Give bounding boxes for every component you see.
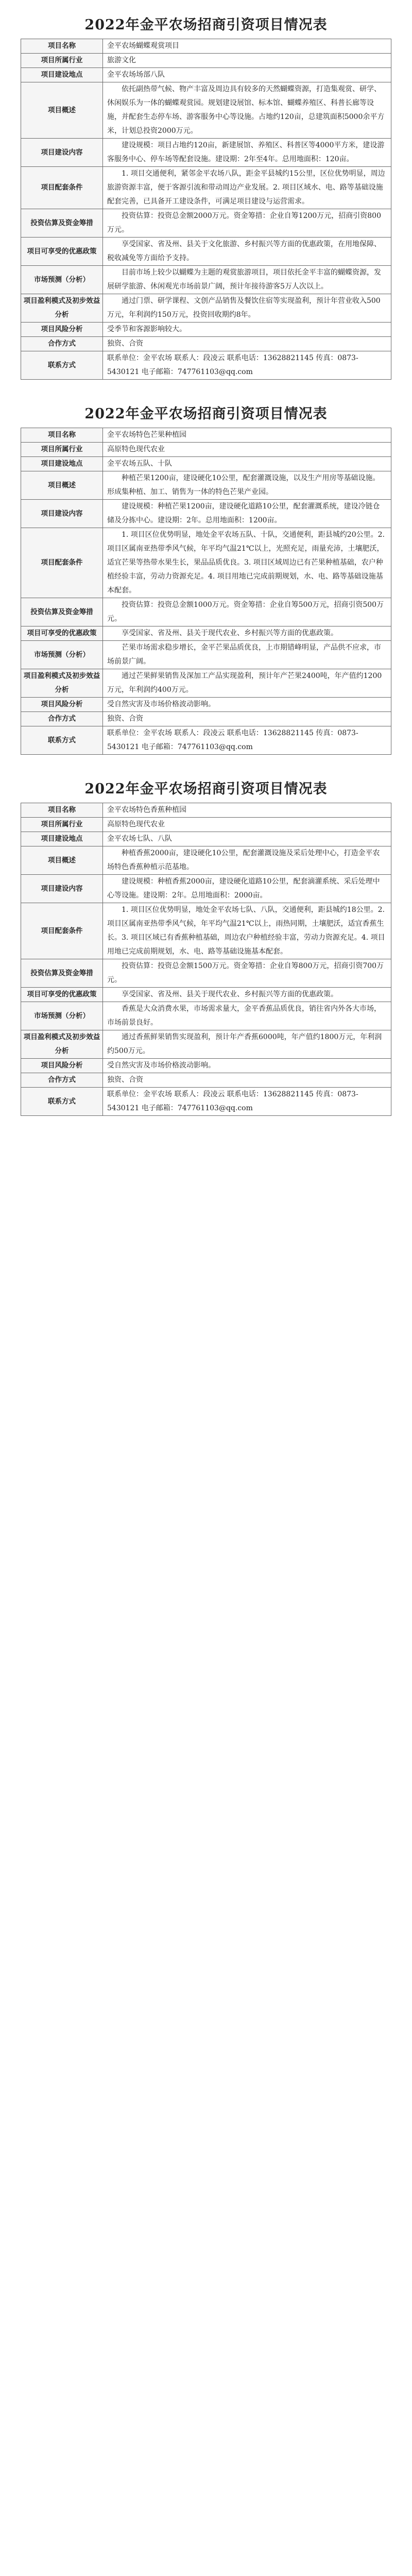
row-label: 项目风险分析 bbox=[21, 323, 103, 337]
table-row bbox=[21, 323, 391, 337]
table-row bbox=[21, 803, 391, 818]
table-row bbox=[21, 457, 391, 471]
row-label: 项目盈利模式及初步效益分析 bbox=[21, 669, 103, 698]
table-row bbox=[21, 641, 391, 669]
row-label: 项目概述 bbox=[21, 82, 103, 139]
row-value: 独资、合资 bbox=[103, 1073, 391, 1088]
table-row bbox=[21, 988, 391, 1002]
row-label: 项目建设地点 bbox=[21, 832, 103, 846]
table-row bbox=[21, 294, 391, 323]
project-table bbox=[21, 803, 391, 1116]
row-label: 项目所属行业 bbox=[21, 443, 103, 457]
row-label: 市场预测（分析） bbox=[21, 1002, 103, 1030]
row-value: 高原特色现代农业 bbox=[103, 443, 391, 457]
table-row bbox=[21, 500, 391, 528]
row-value: 高原特色现代农业 bbox=[103, 818, 391, 832]
row-value: 1. 项目区位优势明显，地处金平农场七队、八队，交通便利，距县城约18公里。2. 项目区属南亚热带季风气候，年平均气温21℃以上，雨热同期，土壤肥沃，适宜香蕉生长。3. 项目区域已有香蕉种植基础，周边农户种植经验丰富，劳动力资源充足。4. 项目用地已完成前期规划，水、电、路等基础设施基本配套。 bbox=[107, 906, 385, 956]
table-row bbox=[21, 266, 391, 294]
row-value: 联系单位：金平农场 联系人：段凌云 联系电话：13628821145 传真：0873-5430121 电子邮箱：747761103@qq.com bbox=[103, 1088, 391, 1116]
project-table bbox=[21, 428, 391, 755]
row-value: 金平农场场部八队 bbox=[103, 68, 391, 82]
table-row bbox=[21, 82, 391, 139]
table-row bbox=[21, 238, 391, 266]
row-value: 建设规模：项目占地约120亩，新建展馆、养殖区、科普区等4000平方米，建设游客服务中心、停车场等配套设施。建设期：2年至4年。总用地面积：120亩。 bbox=[107, 141, 385, 163]
table-row bbox=[21, 875, 391, 903]
row-label: 项目名称 bbox=[21, 803, 103, 818]
row-label: 项目盈利模式及初步效益分析 bbox=[21, 294, 103, 323]
row-value: 种植香蕉2000亩，建设硬化10公里，配套灌溉设施及采后处理中心，打造金平农场特色香蕉种植示范基地。 bbox=[107, 849, 380, 871]
row-value: 旅游文化 bbox=[103, 54, 391, 68]
row-label: 项目风险分析 bbox=[21, 1059, 103, 1073]
row-label: 项目可享受的优惠政策 bbox=[21, 626, 103, 641]
row-value: 联系单位：金平农场 联系人：段凌云 联系电话：13628821145 传真：0873-5430121 电子邮箱：747761103@qq.com bbox=[103, 726, 391, 755]
table-row bbox=[21, 209, 391, 238]
table-row bbox=[21, 68, 391, 82]
row-label: 合作方式 bbox=[21, 337, 103, 351]
row-value: 金平农场五队、十队 bbox=[103, 457, 391, 471]
table-row bbox=[21, 351, 391, 380]
row-label: 合作方式 bbox=[21, 712, 103, 726]
row-value: 香蕉是大众消费水果，市场需求量大，金平香蕉品质优良，销往省内外各大市场，市场前景良好。 bbox=[107, 1005, 381, 1027]
row-label: 项目配套条件 bbox=[21, 167, 103, 209]
row-value: 建设规模：种植香蕉2000亩，建设硬化道路10公里，配套滴灌系统、采后处理中心等设施。建设期：2年。总用地面积：2000亩。 bbox=[107, 877, 380, 900]
section-title: 2022年金平农场招商引资项目情况表 bbox=[84, 406, 328, 422]
project-section-1 bbox=[21, 13, 391, 380]
row-value: 受季节和客源影响较大。 bbox=[103, 323, 391, 337]
row-value: 投资估算：投资总金额2000万元。资金筹措：企业自筹1200万元，招商引资800万元。 bbox=[107, 212, 381, 234]
table-row bbox=[21, 598, 391, 626]
row-label: 项目盈利模式及初步效益分析 bbox=[21, 1030, 103, 1059]
row-value: 联系单位：金平农场 联系人：段凌云 联系电话：13628821145 传真：0873-5430121 电子邮箱：747761103@qq.com bbox=[103, 351, 391, 380]
row-label: 项目可享受的优惠政策 bbox=[21, 988, 103, 1002]
row-label: 项目所属行业 bbox=[21, 54, 103, 68]
row-label: 项目风险分析 bbox=[21, 698, 103, 712]
project-table bbox=[21, 39, 391, 380]
table-row bbox=[21, 528, 391, 598]
table-row bbox=[21, 443, 391, 457]
row-label: 项目建设地点 bbox=[21, 457, 103, 471]
row-value: 1. 项目区位优势明显，地处金平农场五队、十队，交通便利，距县城约20公里。2. 项目区属南亚热带季风气候，年平均气温21℃以上，光照充足，雨量充沛，土壤肥沃，适宜芒果等热带水果生长，果品品质优良。3. 项目区域周边已有芒果种植基础，农户种植经验丰富，劳动力资源充足。4. 项目用地已完成前期规划，水、电、路等基础设施基本配套。 bbox=[107, 531, 385, 595]
row-label: 投资估算及资金筹措 bbox=[21, 209, 103, 238]
table-row bbox=[21, 726, 391, 755]
row-label: 项目建设内容 bbox=[21, 875, 103, 903]
row-value: 投资估算：投资总金额1500万元。资金筹措：企业自筹800万元，招商引资700万元。 bbox=[107, 962, 384, 984]
table-row bbox=[21, 959, 391, 988]
table-row bbox=[21, 337, 391, 351]
table-row bbox=[21, 698, 391, 712]
row-value: 目前市场上较少以蝴蝶为主题的观赏旅游项目，项目依托金平丰富的蝴蝶资源，发展研学旅游、休闲观光市场前景广阔，预计年接待游客5万人次以上。 bbox=[107, 268, 381, 291]
table-row bbox=[21, 39, 391, 54]
row-value: 受自然灾害及市场价格波动影响。 bbox=[103, 1059, 391, 1073]
row-value: 1. 项目交通便利，紧邻金平农场八队，距金平县城约15公里，区位优势明显，周边旅游资源丰富，便于客源引流和带动周边产业发展。2. 项目区域水、电、路等基础设施配套完善，已具备开工建设条件，可满足项目建设与运营需求。 bbox=[107, 170, 385, 206]
section-title: 2022年金平农场招商引资项目情况表 bbox=[84, 781, 328, 797]
row-value: 通过门票、研学课程、文创产品销售及餐饮住宿等实现盈利，预计年营业收入500万元，年利润约150万元，投资回收期约8年。 bbox=[107, 297, 381, 319]
table-row bbox=[21, 712, 391, 726]
table-row bbox=[21, 903, 391, 959]
row-value: 受自然灾害及市场价格波动影响。 bbox=[103, 698, 391, 712]
row-label: 联系方式 bbox=[21, 351, 103, 380]
project-section-2 bbox=[21, 402, 391, 755]
table-row bbox=[21, 1088, 391, 1116]
project-section-3 bbox=[21, 777, 391, 1116]
row-label: 合作方式 bbox=[21, 1073, 103, 1088]
table-row bbox=[21, 1002, 391, 1030]
row-value: 金平农场蝴蝶观赏项目 bbox=[103, 39, 391, 54]
table-row bbox=[21, 669, 391, 698]
row-value: 享受国家、省及州、县关于现代农业、乡村振兴等方面的优惠政策。 bbox=[122, 990, 338, 998]
row-label: 项目所属行业 bbox=[21, 818, 103, 832]
row-label: 投资估算及资金筹措 bbox=[21, 959, 103, 988]
row-label: 市场预测（分析） bbox=[21, 641, 103, 669]
row-label: 项目名称 bbox=[21, 39, 103, 54]
row-label: 联系方式 bbox=[21, 1088, 103, 1116]
table-row bbox=[21, 54, 391, 68]
table-row bbox=[21, 846, 391, 875]
table-row bbox=[21, 139, 391, 167]
row-label: 项目概述 bbox=[21, 471, 103, 500]
row-value: 独资、合资 bbox=[103, 337, 391, 351]
table-row bbox=[21, 471, 391, 500]
row-value: 金平农场特色香蕉种植园 bbox=[103, 803, 391, 818]
row-value: 享受国家、省及州、县关于现代农业、乡村振兴等方面的优惠政策。 bbox=[122, 629, 338, 637]
section-title: 2022年金平农场招商引资项目情况表 bbox=[84, 17, 328, 33]
row-value: 通过芒果鲜果销售及深加工产品实现盈利，预计年产芒果2400吨，年产值约1200万元，年利润约400万元。 bbox=[107, 672, 382, 694]
row-value: 金平农场特色芒果种植园 bbox=[103, 428, 391, 443]
row-value: 依托副热带气候、物产丰富及周边具有较多的天然蝴蝶资源，打造集观赏、研学、休闲娱乐为一体的蝴蝶观赏园。规划建设展馆、标本馆、蝴蝶养殖区、科普长廊等设施，并配套生态停车场、游客服务中心等设施。占地约120亩，总建筑面积5000余平方米，计划总投资2000万元。 bbox=[107, 85, 385, 135]
row-label: 项目建设内容 bbox=[21, 139, 103, 167]
row-label: 投资估算及资金筹措 bbox=[21, 598, 103, 626]
row-label: 项目配套条件 bbox=[21, 528, 103, 598]
row-label: 项目名称 bbox=[21, 428, 103, 443]
table-row bbox=[21, 1059, 391, 1073]
document bbox=[21, 0, 391, 1116]
table-row bbox=[21, 1030, 391, 1059]
row-value: 投资估算：投资总金额1000万元。资金筹措：企业自筹500万元，招商引资500万元。 bbox=[107, 601, 384, 623]
row-value: 种植芒果1200亩，建设硬化10公里，配套灌溉设施，以及生产用房等基础设施。形成集种植、加工、销售为一体的特色芒果产业园。 bbox=[107, 474, 380, 496]
row-value: 通过香蕉鲜果销售实现盈利，预计年产香蕉6000吨，年产值约1800万元，年利润约500万元。 bbox=[107, 1033, 382, 1055]
table-row bbox=[21, 818, 391, 832]
table-row bbox=[21, 832, 391, 846]
row-label: 项目配套条件 bbox=[21, 903, 103, 959]
row-value: 芒果市场需求稳步增长，金平芒果品质优良，上市期错峰明显，产品供不应求，市场前景广阔。 bbox=[107, 643, 381, 666]
row-label: 项目概述 bbox=[21, 846, 103, 875]
table-row bbox=[21, 626, 391, 641]
row-label: 项目建设地点 bbox=[21, 68, 103, 82]
row-label: 联系方式 bbox=[21, 726, 103, 755]
row-label: 市场预测（分析） bbox=[21, 266, 103, 294]
row-value: 金平农场七队、八队 bbox=[103, 832, 391, 846]
row-value: 独资、合资 bbox=[103, 712, 391, 726]
row-value: 建设规模：种植芒果1200亩，建设硬化道路10公里，配套灌溉系统，建设冷链仓储及分拣中心。建设期：2年。总用地面积：1200亩。 bbox=[107, 502, 380, 524]
row-label: 项目建设内容 bbox=[21, 500, 103, 528]
table-row bbox=[21, 167, 391, 209]
table-row bbox=[21, 1073, 391, 1088]
table-row bbox=[21, 428, 391, 443]
row-value: 享受国家、省及州、县关于文化旅游、乡村振兴等方面的优惠政策，在用地保障、税收减免等方面给予支持。 bbox=[107, 240, 381, 262]
row-label: 项目可享受的优惠政策 bbox=[21, 238, 103, 266]
